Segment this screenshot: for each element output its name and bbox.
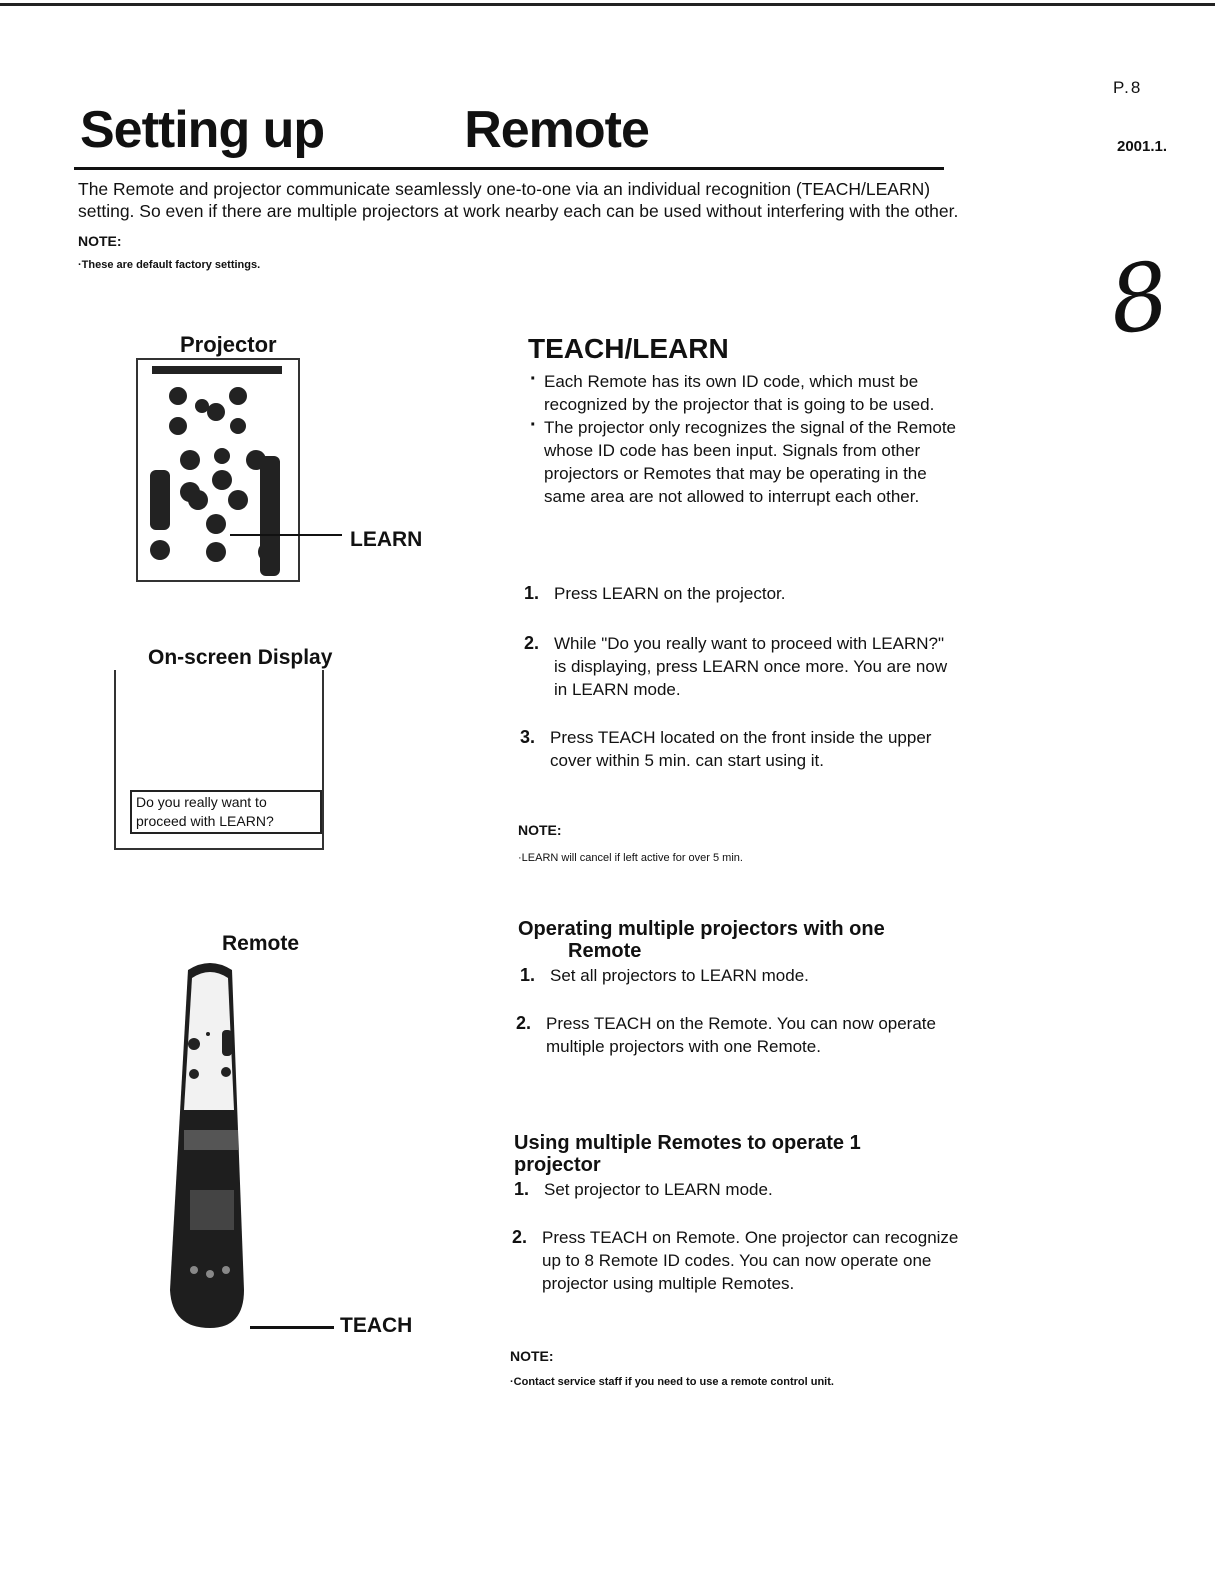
osd-caption: On-screen Display: [148, 646, 333, 669]
page-number: P.8: [1113, 78, 1143, 97]
multi-remotes-note-label: NOTE:: [510, 1348, 554, 1364]
multi-projectors-step-1: [520, 964, 960, 987]
step-text: Set all projectors to LEARN mode.: [550, 966, 809, 985]
step-number: 1.: [520, 965, 536, 985]
multi-remotes-note-text: ·Contact service staff if you need to use a remote control unit.: [510, 1376, 834, 1388]
step-text: Press TEACH on Remote. One projector can recognize up to 8 Remote ID codes. You can now operate one projector using multiple Remotes.: [542, 1228, 959, 1293]
projector-buttons-graphic: [138, 360, 298, 580]
top-border-line: [0, 3, 1215, 6]
projector-caption: Projector: [180, 332, 277, 357]
step-number: 3.: [520, 727, 536, 747]
step-text: While "Do you really want to proceed with LEARN?" is displaying, press LEARN once more. You are now in LEARN mode.: [554, 634, 948, 699]
step-number: 1.: [514, 1179, 530, 1199]
osd-message-box: Do you really want to proceed with LEARN?: [130, 790, 322, 834]
date-stamp: 2001.1.: [1117, 138, 1168, 155]
multi-remotes-heading-line1: Using multiple Remotes to operate 1: [514, 1132, 861, 1154]
multi-remotes-heading: [514, 1132, 861, 1176]
teach-learn-step-3: [520, 726, 950, 772]
multi-remotes-heading-line2: projector: [514, 1154, 601, 1176]
projector-panel-illustration: [136, 358, 300, 582]
teach-learn-bullet: · Each Remote has its own ID code, which must be recognized by the projector that is going to be used.: [528, 370, 958, 416]
multi-remotes-step-1: [514, 1178, 964, 1201]
teach-learn-step-2: [524, 632, 954, 701]
intro-section: [78, 178, 978, 276]
step-text: Press TEACH located on the front inside the upper cover within 5 min. can start using it.: [550, 728, 932, 770]
teach-learn-step-1: [524, 582, 954, 605]
multi-remotes-step-2: [512, 1226, 962, 1295]
step-number: 2.: [512, 1227, 528, 1247]
intro-note-label: NOTE:: [78, 233, 122, 249]
multi-projectors-heading: [518, 918, 885, 962]
teach-learn-bullets: [528, 370, 958, 508]
teach-learn-note-text: ·LEARN will cancel if left active for over 5 min.: [518, 852, 743, 864]
remote-control-illustration: [160, 960, 260, 1332]
multi-projectors-heading-line2: Remote: [568, 940, 642, 962]
title-underline: [74, 167, 944, 170]
learn-label: LEARN: [350, 528, 423, 551]
teach-learn-heading: TEACH/LEARN: [528, 333, 729, 364]
step-number: 2.: [516, 1013, 532, 1033]
teach-learn-bullet: · The projector only recognizes the signal of the Remote whose ID code has been input. Signals from other projectors or Remotes that may be operating in the same area are not allowed to interrupt each other.: [528, 416, 958, 508]
title-right: Remote: [464, 101, 649, 159]
step-text: Press LEARN on the projector.: [554, 584, 786, 603]
remote-caption: Remote: [222, 932, 300, 955]
learn-pointer-line: [230, 534, 342, 536]
step-text: Press TEACH on the Remote. You can now operate multiple projectors with one Remote.: [546, 1014, 936, 1056]
intro-note-text: ·These are default factory settings.: [78, 259, 261, 271]
handwritten-page-mark: 8: [1102, 241, 1176, 356]
step-number: 2.: [524, 633, 540, 653]
step-number: 1.: [524, 583, 540, 603]
teach-pointer-line: [250, 1326, 334, 1329]
page-title: [80, 100, 649, 160]
teach-learn-note-label: NOTE:: [518, 822, 562, 838]
multi-projectors-heading-line1: Operating multiple projectors with one: [518, 918, 885, 940]
intro-paragraph: The Remote and projector communicate seamlessly one-to-one via an individual recognition (TEACH/LEARN) setting. So even if there are multiple projectors at work nearby each can be used without interfering with the other.: [78, 179, 959, 221]
multi-projectors-step-2: [516, 1012, 956, 1058]
teach-label: TEACH: [340, 1314, 413, 1337]
title-left: Setting up: [80, 101, 325, 159]
step-text: Set projector to LEARN mode.: [544, 1180, 773, 1199]
